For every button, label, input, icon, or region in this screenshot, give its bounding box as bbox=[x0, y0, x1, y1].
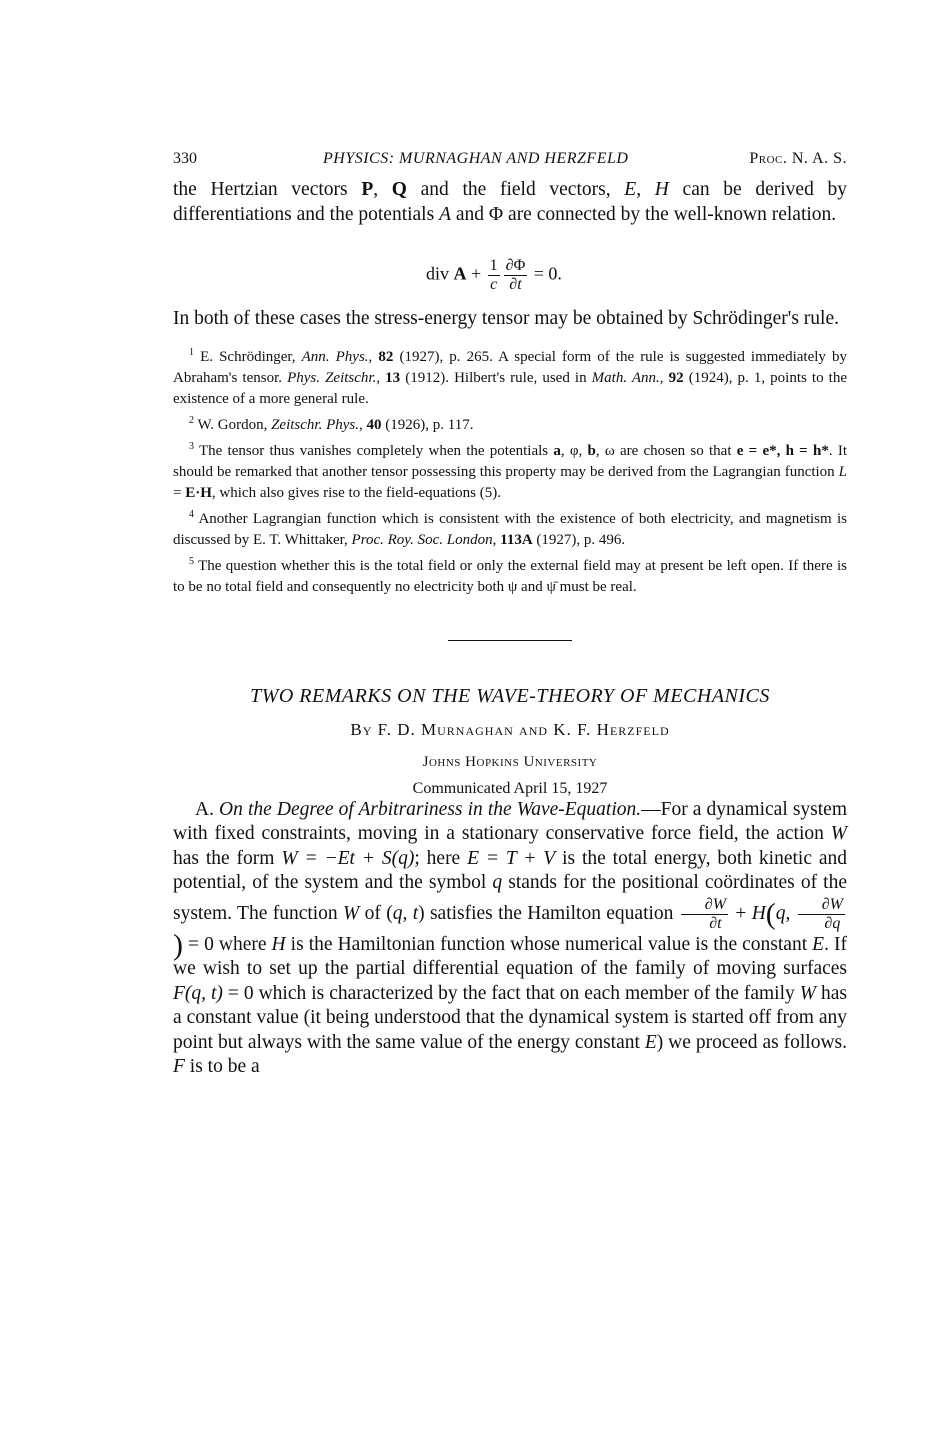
running-title: PHYSICS: MURNAGHAN AND HERZFELD bbox=[323, 150, 629, 167]
article-communicated: Communicated April 15, 1927 bbox=[412, 779, 608, 797]
footnote-3: $^3$ The tensor thus vanishes completely when the potentials a, φ, b, ω are chosen so that e = e*, h = h*. It should be remarked that another tensor possessing this property may be derived from the Lagrangian function L = E·H, which also gives rise to the field-equations (5). bbox=[173, 440, 847, 501]
article-affiliation: Johns Hopkins University bbox=[422, 753, 598, 770]
divergence-equation: div A + $\frac{1}{c}$ $\frac{\partial\Phi}{\partial t}$ = 0. bbox=[426, 257, 562, 293]
section-divider bbox=[448, 640, 572, 641]
page-number: 330 bbox=[173, 150, 197, 167]
article-byline: By F. D. Murnaghan and K. F. Herzfeld bbox=[350, 719, 670, 739]
section-a-heading: On the Degree of Arbitrariness in the Wave-Equation. bbox=[219, 798, 642, 820]
footnote-2: $^2$ W. Gordon, Zeitschr. Phys., 40 (1926), p. 117. bbox=[189, 414, 474, 433]
fraction-dW-dt: $\frac{\partial W}{\partial t}$ bbox=[681, 896, 728, 933]
intro-paragraph: the Hertzian vectors P, Q and the field vectors, E, H can be derived by differentiations and the potentials A and Φ are connected by the well-known relation. bbox=[173, 179, 848, 225]
section-a-paragraph: A. On the Degree of Arbitrariness in the Wave-Equation.—For a dynamical system with fixed constraints, moving in a stationary conservative force field, the action W has the form W = −Et + S(q); here E = T + V is the total energy, both kinetic and potential, of the system and the symbol q stands for the positional coördinates of the system. The function W of (q, t) satisfies the Hamilton equation $\frac{\partial W}{\partial t}$ + H(q, $\frac{\partial W}{\partial q}$ ) = 0 where H is the Hamiltonian function whose numerical value is the constant E. If we wish to set up the partial differential equation of the family of moving surfaces F(q, t) = 0 which is characterized by the fact that on each member of the family W has a constant value (it being understood that the dynamical system is started off from any point but always with the same value of the energy constant E) we proceed as follows. F is to be a bbox=[173, 798, 847, 1077]
stress-energy-paragraph: In both of these cases the stress-energy tensor may be obtained by Schrödinger's rule. bbox=[173, 308, 839, 329]
fraction-dphi-dt: $\frac{\partial\Phi}{\partial t}$ bbox=[505, 257, 526, 293]
page bbox=[173, 142, 847, 1080]
fraction-1-over-c: $\frac{1}{c}$ bbox=[489, 257, 498, 293]
footnote-1: $^1$ E. Schrödinger, Ann. Phys., 82 (1927), p. 265. A special form of the rule is suggested immediately by Abraham's tensor. Phys. Zeitschr., 13 (1912). Hilbert's rule, used in Math. Ann., 92 (1924), p. 1, points to the existence of a more general rule. bbox=[173, 346, 847, 407]
footnotes bbox=[173, 342, 847, 598]
footnote-4: $^4$ Another Lagrangian function which is consistent with the existence of both electricity, and magnetism is discussed by E. T. Whittaker, Proc. Roy. Soc. London, 113A (1927), p. 496. bbox=[173, 508, 847, 548]
fraction-dW-dq: $\frac{\partial W}{\partial q}$ bbox=[798, 896, 845, 933]
journal-abbrev: Proc. N. A. S. bbox=[749, 150, 847, 167]
article-title: TWO REMARKS ON THE WAVE-THEORY OF MECHANICS bbox=[250, 684, 770, 707]
running-header bbox=[173, 142, 847, 178]
footnote-5: $^5$ The question whether this is the total field or only the external field may at present be left open. If there is to be no total field and consequently no electricity both ψ and ψ̄ must be real. bbox=[173, 555, 847, 595]
